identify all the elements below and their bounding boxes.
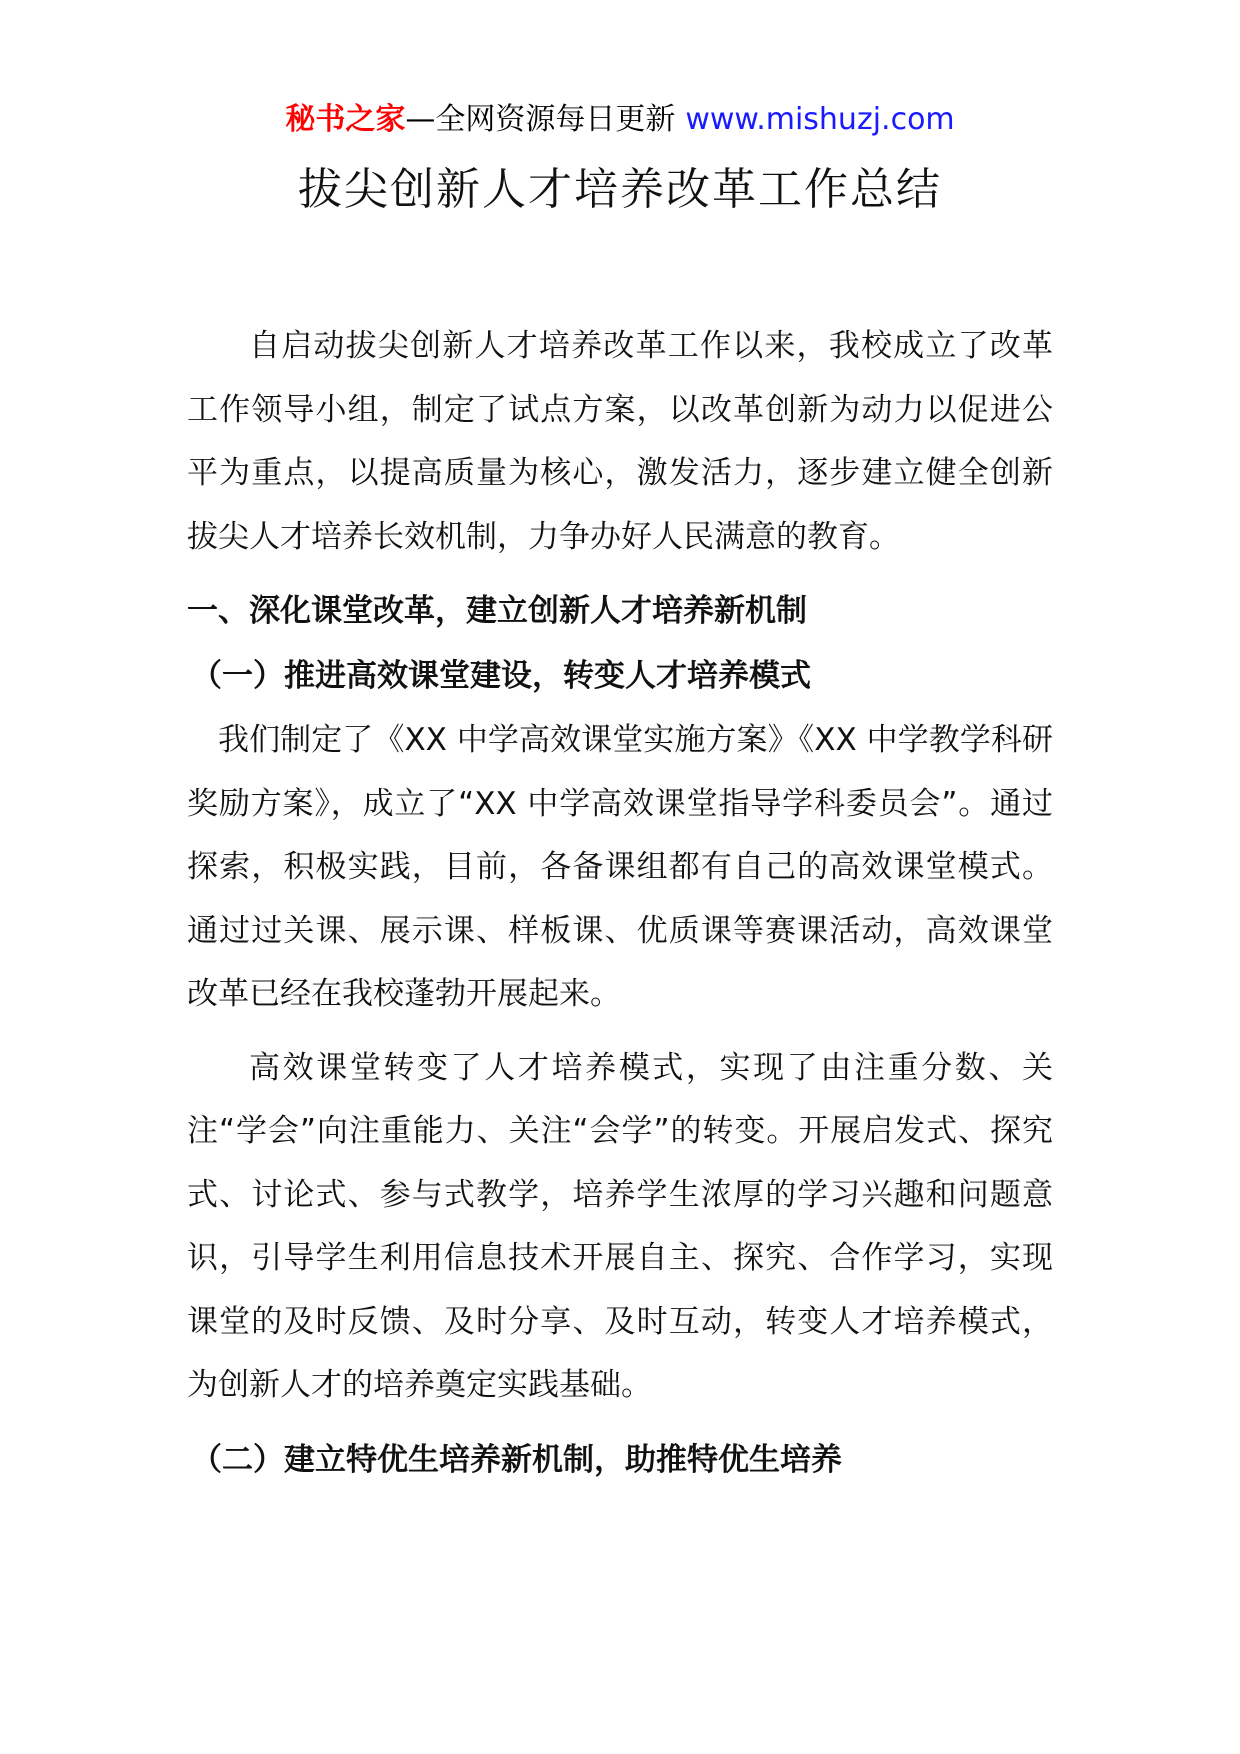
section-heading: 一、深化课堂改革，建立创新人才培养新机制 (187, 593, 807, 629)
brand-name: 秘书之家 (285, 102, 406, 137)
subsection-heading: （二）建立特优生培养新机制，助推特优生培养 (191, 1441, 842, 1478)
intro-paragraph: 自启动拔尖创新人才培养改革工作以来，我校成立了改革工作领导小组，制定了试点方案，以改革创新为动力以促进公平为重点，以提高质量为核心，激发活力，逐步建立健全创新拔尖人才培养长效机制，力争办好人民满意的教育。 (187, 328, 1053, 555)
banner-url-link[interactable]: www.mishuzj.com (685, 102, 955, 137)
body-paragraph: 高效课堂转变了人才培养模式，实现了由注重分数、关注“学会”向注重能力、关注“会学”的转变。开展启发式、探究式、讨论式、参与式教学，培养学生浓厚的学习兴趣和问题意识，引导学生利用信息技术开展自主、探究、合作学习，实现课堂的及时反馈、及时分享、及时互动，转变人才培养模式，为创新人才的培养奠定实践基础。 (187, 1049, 1053, 1403)
subsection-heading: （一）推进高效课堂建设，转变人才培养模式 (191, 658, 811, 694)
body-paragraph: 我们制定了《XX 中学高效课堂实施方案》《XX 中学教学科研奖励方案》，成立了“XX 中学高效课堂指导学科委员会”。通过探索，积极实践，目前，各备课组都有自己的高效课堂模式。通过过关课、展示课、样板课、优质课等赛课活动，高效课堂改革已经在我校蓬勃开展起来。 (187, 722, 1053, 1012)
document-body (187, 315, 1053, 1493)
banner-tagline: —全网资源每日更新 (405, 102, 676, 137)
document-title: 拔尖创新人才培养改革工作总结 (298, 164, 942, 215)
source-banner (0, 100, 1240, 140)
